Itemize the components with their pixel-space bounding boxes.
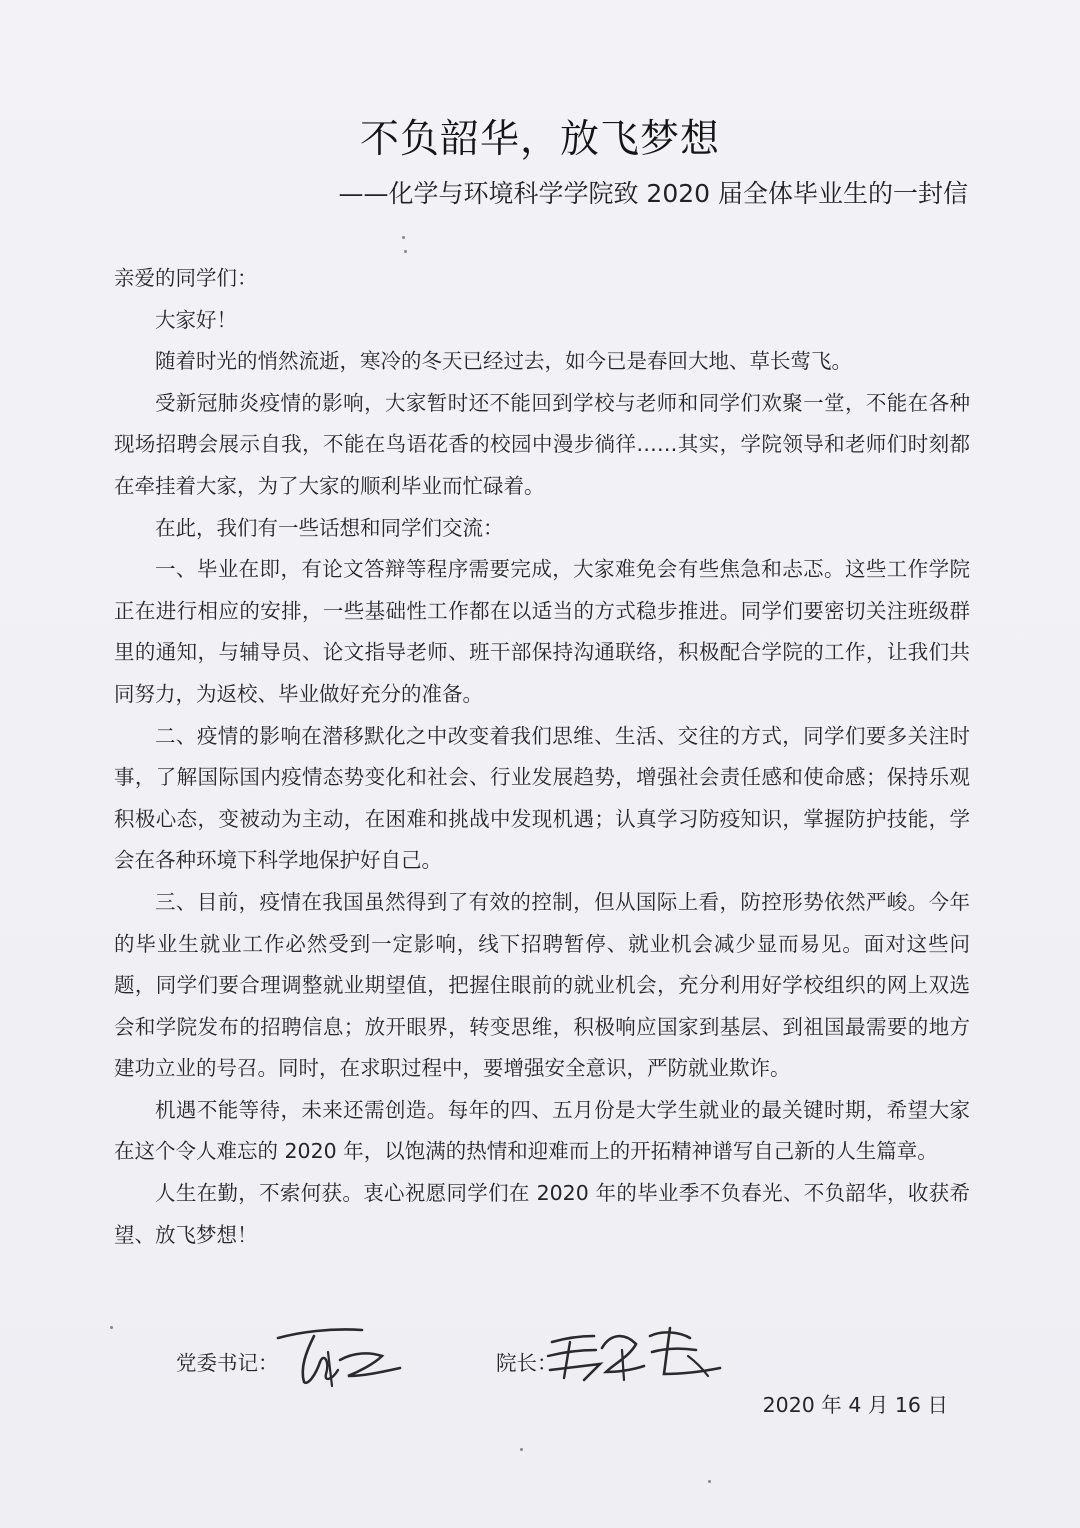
paper-speck xyxy=(110,1326,113,1329)
paragraph-transition: 在此，我们有一些话想和同学们交流： xyxy=(155,515,504,540)
signature-row xyxy=(0,1322,1080,1392)
dean-label: 院长： xyxy=(496,1351,558,1375)
paper-speck xyxy=(708,1480,711,1483)
salutation: 亲爱的同学们： xyxy=(114,266,258,290)
letter-date: 2020 年 4 月 16 日 xyxy=(762,1393,948,1417)
secretary-label: 党委书记： xyxy=(176,1351,279,1375)
letter-subtitle: ——化学与环境科学学院致 2020 届全体毕业生的一封信 xyxy=(338,179,968,208)
paper-speck xyxy=(404,250,407,253)
paper-speck xyxy=(402,236,405,239)
paragraph-point-two: 二、疫情的影响在潜移默化之中改变着我们思维、生活、交往的方式，同学们要多关注时事，了解国际国内疫情态势变化和社会、行业发展趋势，增强社会责任感和使命感；保持乐观积极心态，变被动为主动，在困难和挑战中发现机遇；认真学习防疫知识，掌握防护技能，学会在各种环境下科学地保护好自己。 xyxy=(114,723,970,873)
paragraph-point-one: 一、毕业在即，有论文答辩等程序需要完成，大家难免会有些焦急和忐忑。这些工作学院正在进行相应的安排，一些基础性工作都在以适当的方式稳步推进。同学们要密切关注班级群里的通知，与辅导员、论文指导老师、班干部保持沟通联络，积极配合学院的工作，让我们共同努力，为返校、毕业做好充分的准备。 xyxy=(114,557,970,706)
paper-speck xyxy=(520,1448,523,1451)
paragraph-intro: 随着时光的悄然流逝，寒冷的冬天已经过去，如今已是春回大地、草长莺飞。 xyxy=(155,349,852,374)
paragraph-closing-wish: 人生在勤，不索何获。衷心祝愿同学们在 2020 年的毕业季不负春光、不负韶华，收获希望、放飞梦想！ xyxy=(114,1181,970,1247)
letter-body xyxy=(114,258,970,1256)
paragraph-opportunity: 机遇不能等待，未来还需创造。每年的四、五月份是大学生就业的最关键时期，希望大家在这个令人难忘的 2020 年，以饱满的热情和迎难而上的开拓精神谱写自己新的人生篇章。 xyxy=(114,1097,970,1164)
paragraph-point-three: 三、目前，疫情在我国虽然得到了有效的控制，但从国际上看，防控形势依然严峻。今年的毕业生就业工作必然受到一定影响，线下招聘暂停、就业机会减少显而易见。面对这些问题，同学们要合理调整就业期望值，把握住眼前的就业机会，充分利用好学校组织的网上双选会和学院发布的招聘信息；放开眼界，转变思维，积极响应国家到基层、到祖国最需要的地方建功立业的号召。同时，在求职过程中，要增强安全意识，严防就业欺诈。 xyxy=(114,889,970,1081)
dean-signature-image xyxy=(540,1322,730,1388)
secretary-signature-image xyxy=(270,1322,410,1392)
paragraph-greeting: 大家好！ xyxy=(155,307,237,332)
letter-title: 不负韶华，放飞梦想 xyxy=(359,117,720,162)
paragraph-epidemic: 受新冠肺炎疫情的影响，大家暂时还不能回到学校与老师和同学们欢聚一堂，不能在各种现场招聘会展示自我，不能在鸟语花香的校园中漫步徜徉……其实，学院领导和老师们时刻都在牵挂着大家，为了大家的顺利毕业而忙碌着。 xyxy=(114,390,970,498)
